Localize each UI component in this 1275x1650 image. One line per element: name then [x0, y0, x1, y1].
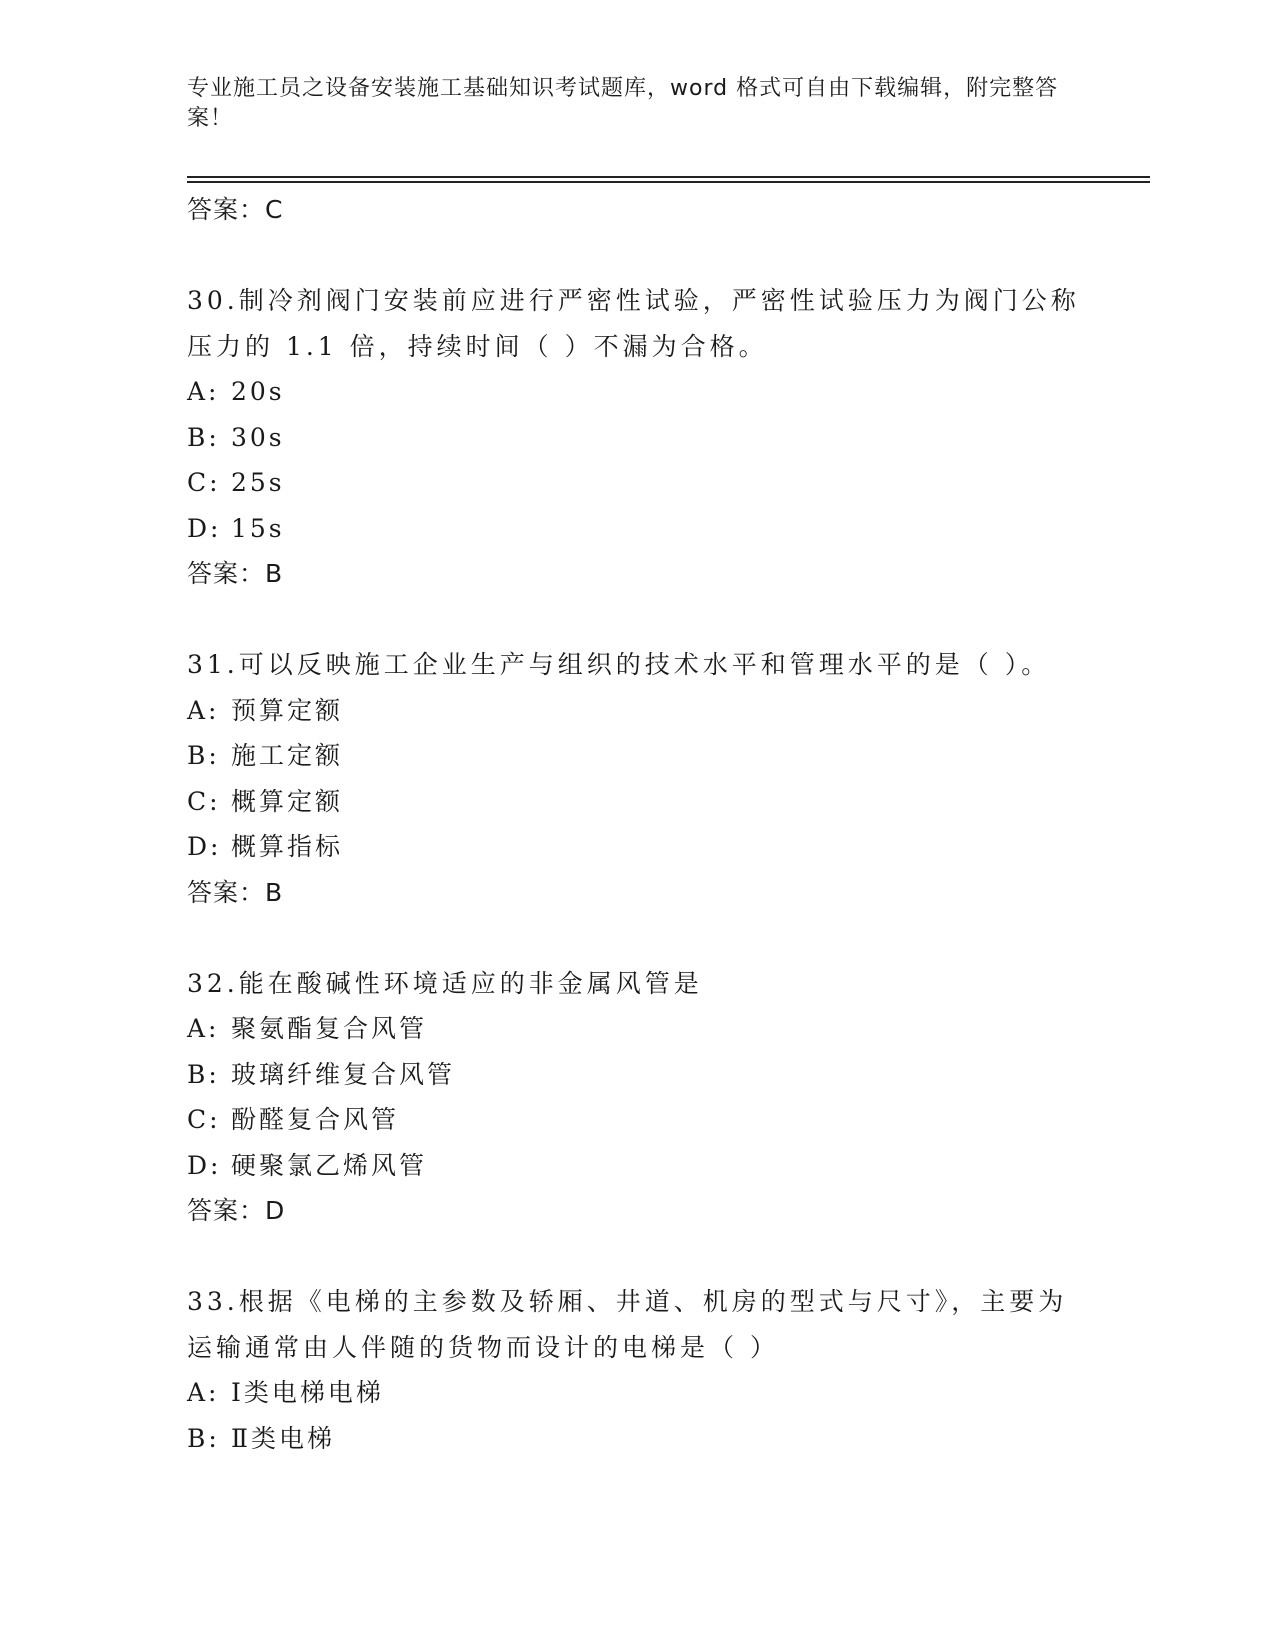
option-text: 施工定额 [231, 741, 344, 770]
option-b [187, 415, 1087, 461]
question-stem: 32.能在酸碱性环境适应的非金属风管是 [187, 968, 703, 998]
option-letter: D: [187, 1150, 222, 1180]
option-c [187, 1097, 1087, 1143]
option-a [187, 688, 1087, 734]
option-text: 15s [231, 513, 285, 543]
option-text: 概算指标 [231, 832, 344, 861]
answer-line: 答案：B [187, 877, 284, 907]
question-item [187, 642, 1087, 915]
option-a [187, 1006, 1087, 1052]
header-divider-bottom [187, 181, 1150, 183]
option-text: 硬聚氯乙烯风管 [231, 1150, 428, 1180]
option-letter: C: [187, 1105, 221, 1134]
option-letter: A: [187, 1014, 220, 1043]
option-text: 预算定额 [231, 695, 344, 725]
option-b [187, 733, 1087, 779]
option-letter: D: [187, 832, 222, 861]
option-d [187, 1143, 1087, 1189]
option-letter: A: [187, 377, 220, 406]
option-d [187, 824, 1087, 870]
option-b [187, 1052, 1087, 1098]
option-letter: B: [187, 1059, 220, 1089]
header-divider-top [187, 176, 1150, 178]
option-c [187, 460, 1087, 506]
option-letter: C: [187, 468, 221, 497]
question-stem: 33.根据《电梯的主参数及轿厢、井道、机房的型式与尺寸》，主要为运输通常由人伴随的货物而设计的电梯是（ ） [187, 1287, 1068, 1362]
option-c [187, 779, 1087, 825]
document-header: 专业施工员之设备安装施工基础知识考试题库，word 格式可自由下载编辑，附完整答案！ [187, 76, 1059, 131]
option-letter: B: [187, 741, 220, 770]
option-text: 25s [231, 468, 285, 497]
answer-line: 答案：C [187, 195, 284, 224]
option-a [187, 369, 1087, 415]
option-letter: A: [187, 1378, 220, 1407]
answer-line: 答案：B [187, 559, 284, 588]
question-item [187, 1279, 1087, 1461]
question-stem: 30.制冷剂阀门安装前应进行严密性试验，严密性试验压力为阀门公称压力的 1.1 倍，持续时间（ ）不漏为合格。 [187, 286, 1080, 361]
option-letter: C: [187, 786, 221, 816]
option-text: Ⅰ类电梯电梯 [231, 1378, 384, 1407]
option-a [187, 1370, 1087, 1416]
option-text: 玻璃纤维复合风管 [231, 1059, 456, 1089]
option-text: 20s [231, 377, 285, 406]
question-list [187, 187, 1087, 1461]
question-stem: 31.可以反映施工企业生产与组织的技术水平和管理水平的是（ ）。 [187, 650, 1051, 679]
question-item [187, 278, 1087, 596]
option-text: 酚醛复合风管 [231, 1105, 400, 1134]
option-letter: B: [187, 1423, 220, 1453]
option-text: 聚氨酯复合风管 [231, 1014, 428, 1043]
option-letter: B: [187, 422, 220, 452]
option-text: 30s [231, 422, 285, 452]
option-text: 概算定额 [231, 786, 344, 816]
option-text: Ⅱ类电梯 [231, 1423, 335, 1453]
option-letter: A: [187, 695, 220, 725]
option-d [187, 506, 1087, 552]
option-letter: D: [187, 513, 222, 543]
option-b [187, 1416, 1087, 1462]
question-item [187, 961, 1087, 1234]
answer-line: 答案：D [187, 1196, 286, 1225]
